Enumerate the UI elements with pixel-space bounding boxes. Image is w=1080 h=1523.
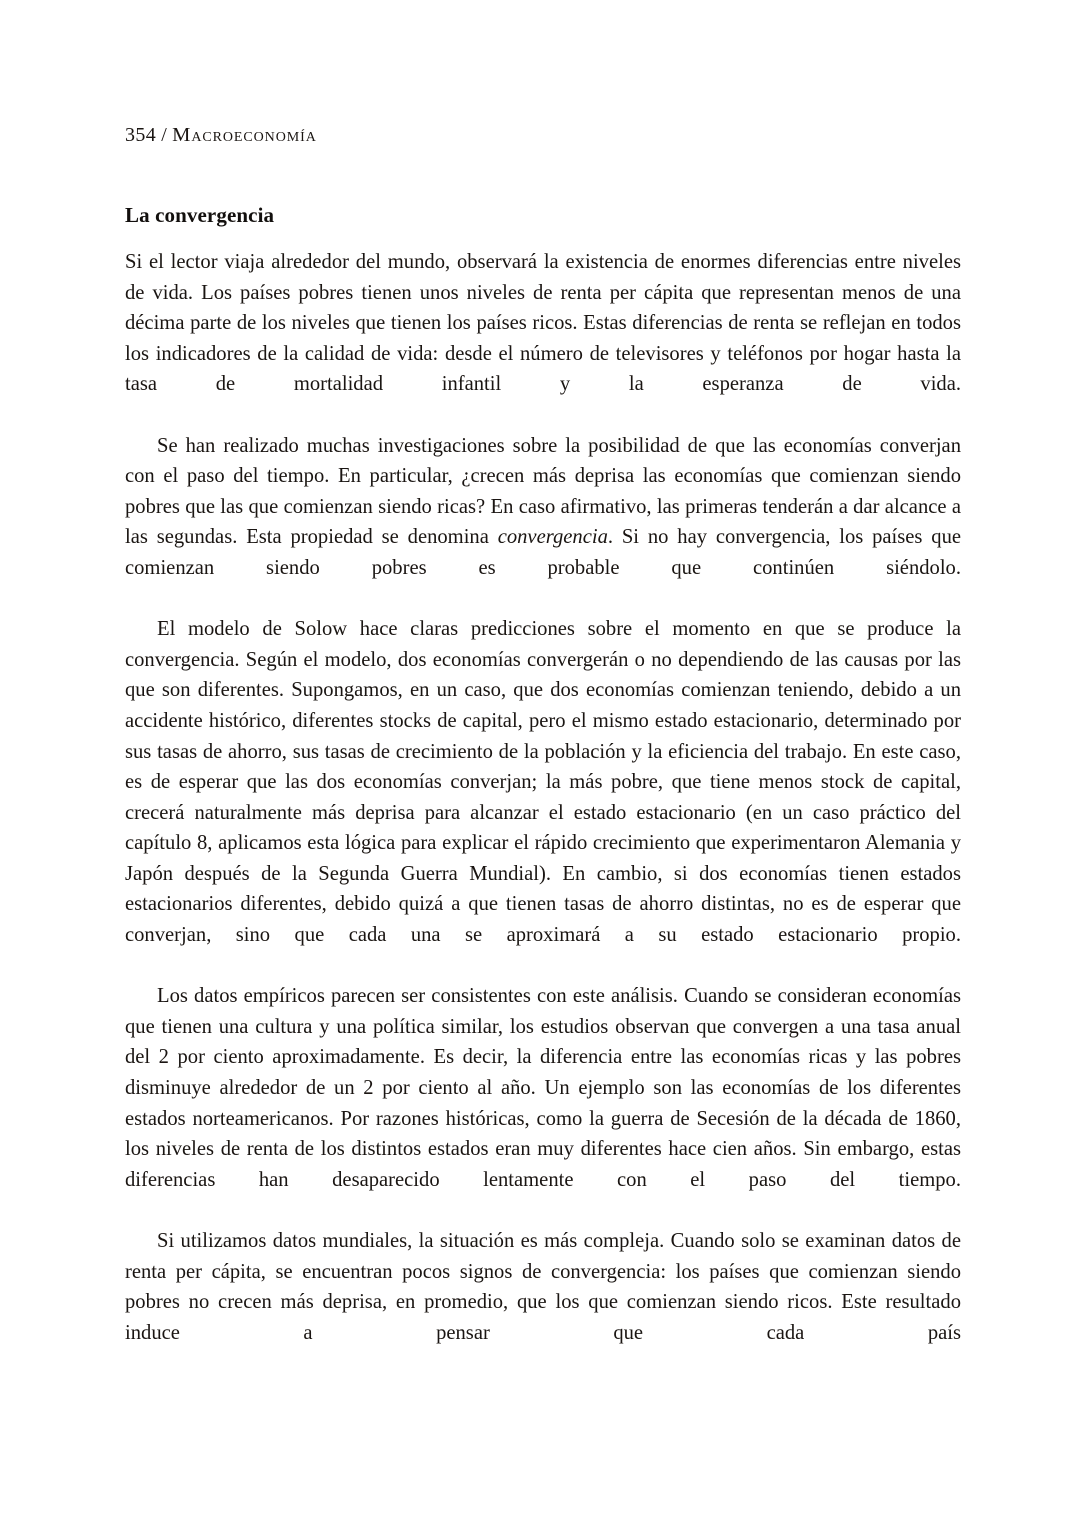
term-convergencia: convergencia <box>497 526 608 549</box>
running-head <box>125 124 960 147</box>
paragraph-2-text-before-term: Se han realizado muchas investigaciones sobre la posibilidad de que las economías converjan con el paso del tiempo. En particular, ¿crecen más deprisa las economías que comienzan siendo pobres que las que comienzan siendo ricas? En caso afirmativo, las primeras tenderán a dar alcance a las segundas. Esta propiedad se denomina <box>125 434 961 549</box>
section-heading: La convergencia <box>125 203 275 228</box>
page-number: 354 <box>125 124 157 146</box>
paragraph-2-text-after-term: . Si no hay convergencia, los países que comienzan siendo pobres es probable que continúen siéndolo. <box>125 526 962 579</box>
paragraph-3: El modelo de Solow hace claras predicciones sobre el momento en que se produce la convergencia. Según el modelo, dos economías convergerán o no dependiendo de las causas por las que son diferentes. Supongamos, en un caso, que dos economías comienzan teniendo, debido a un accidente histórico, diferentes stocks de capital, pero el mismo estado estacionario, determinado por sus tasas de ahorro, sus tasas de crecimiento de la población y la eficiencia del trabajo. En este caso, es de esperar que las dos economías converjan; la más pobre, que tiene menos stock de capital, crecerá naturalmente más deprisa para alcanzar el estado estacionario (en un caso práctico del capítulo 8, aplicamos esta lógica para explicar el rápido crecimiento que experimentaron Alemania y Japón después de la Segunda Guerra Mundial). En cambio, si dos economías tienen estados estacionarios diferentes, debido quizá a que tienen tasas de ahorro distintas, no es de esperar que converjan, sino que cada una se aproximará a su estado estacionario propio. <box>125 618 961 947</box>
running-head-separator: / <box>161 124 168 146</box>
paragraph-4: Los datos empíricos parecen ser consistentes con este análisis. Cuando se consideran economías que tienen una cultura y una política similar, los estudios observan que convergen a una tasa anual del 2 por ciento aproximadamente. Es decir, la diferencia entre las economías ricas y las pobres disminuye alrededor de un 2 por ciento al año. Un ejemplo son las economías de los diferentes estados norteamericanos. Por razones históricas, como la guerra de Secesión de la década de 1860, los niveles de renta de los distintos estados eran muy diferentes hace cien años. Sin embargo, estas diferencias han desaparecido lentamente con el paso del tiempo. <box>125 985 961 1191</box>
paragraph-2 <box>125 431 961 615</box>
body-text-column <box>125 247 961 1379</box>
paragraph-5: Si utilizamos datos mundiales, la situación es más compleja. Cuando solo se examinan datos de renta per cápita, se encuentran pocos signos de convergencia: los países que comienzan siendo pobres no crecen más deprisa, en promedio, que los que comienzan siendo ricos. Este resultado induce a pensar que cada país <box>125 1230 961 1344</box>
book-title: Macroeconomía <box>172 124 317 146</box>
paragraph-1: Si el lector viaja alrededor del mundo, observará la existencia de enormes diferencias entre niveles de vida. Los países pobres tienen unos niveles de renta per cápita que representan menos de una décima parte de los niveles que tienen los países ricos. Estas diferencias de renta se reflejan en todos los indicadores de la calidad de vida: desde el número de televisores y teléfonos por hogar hasta la tasa de mortalidad infantil y la esperanza de vida. <box>125 251 961 396</box>
